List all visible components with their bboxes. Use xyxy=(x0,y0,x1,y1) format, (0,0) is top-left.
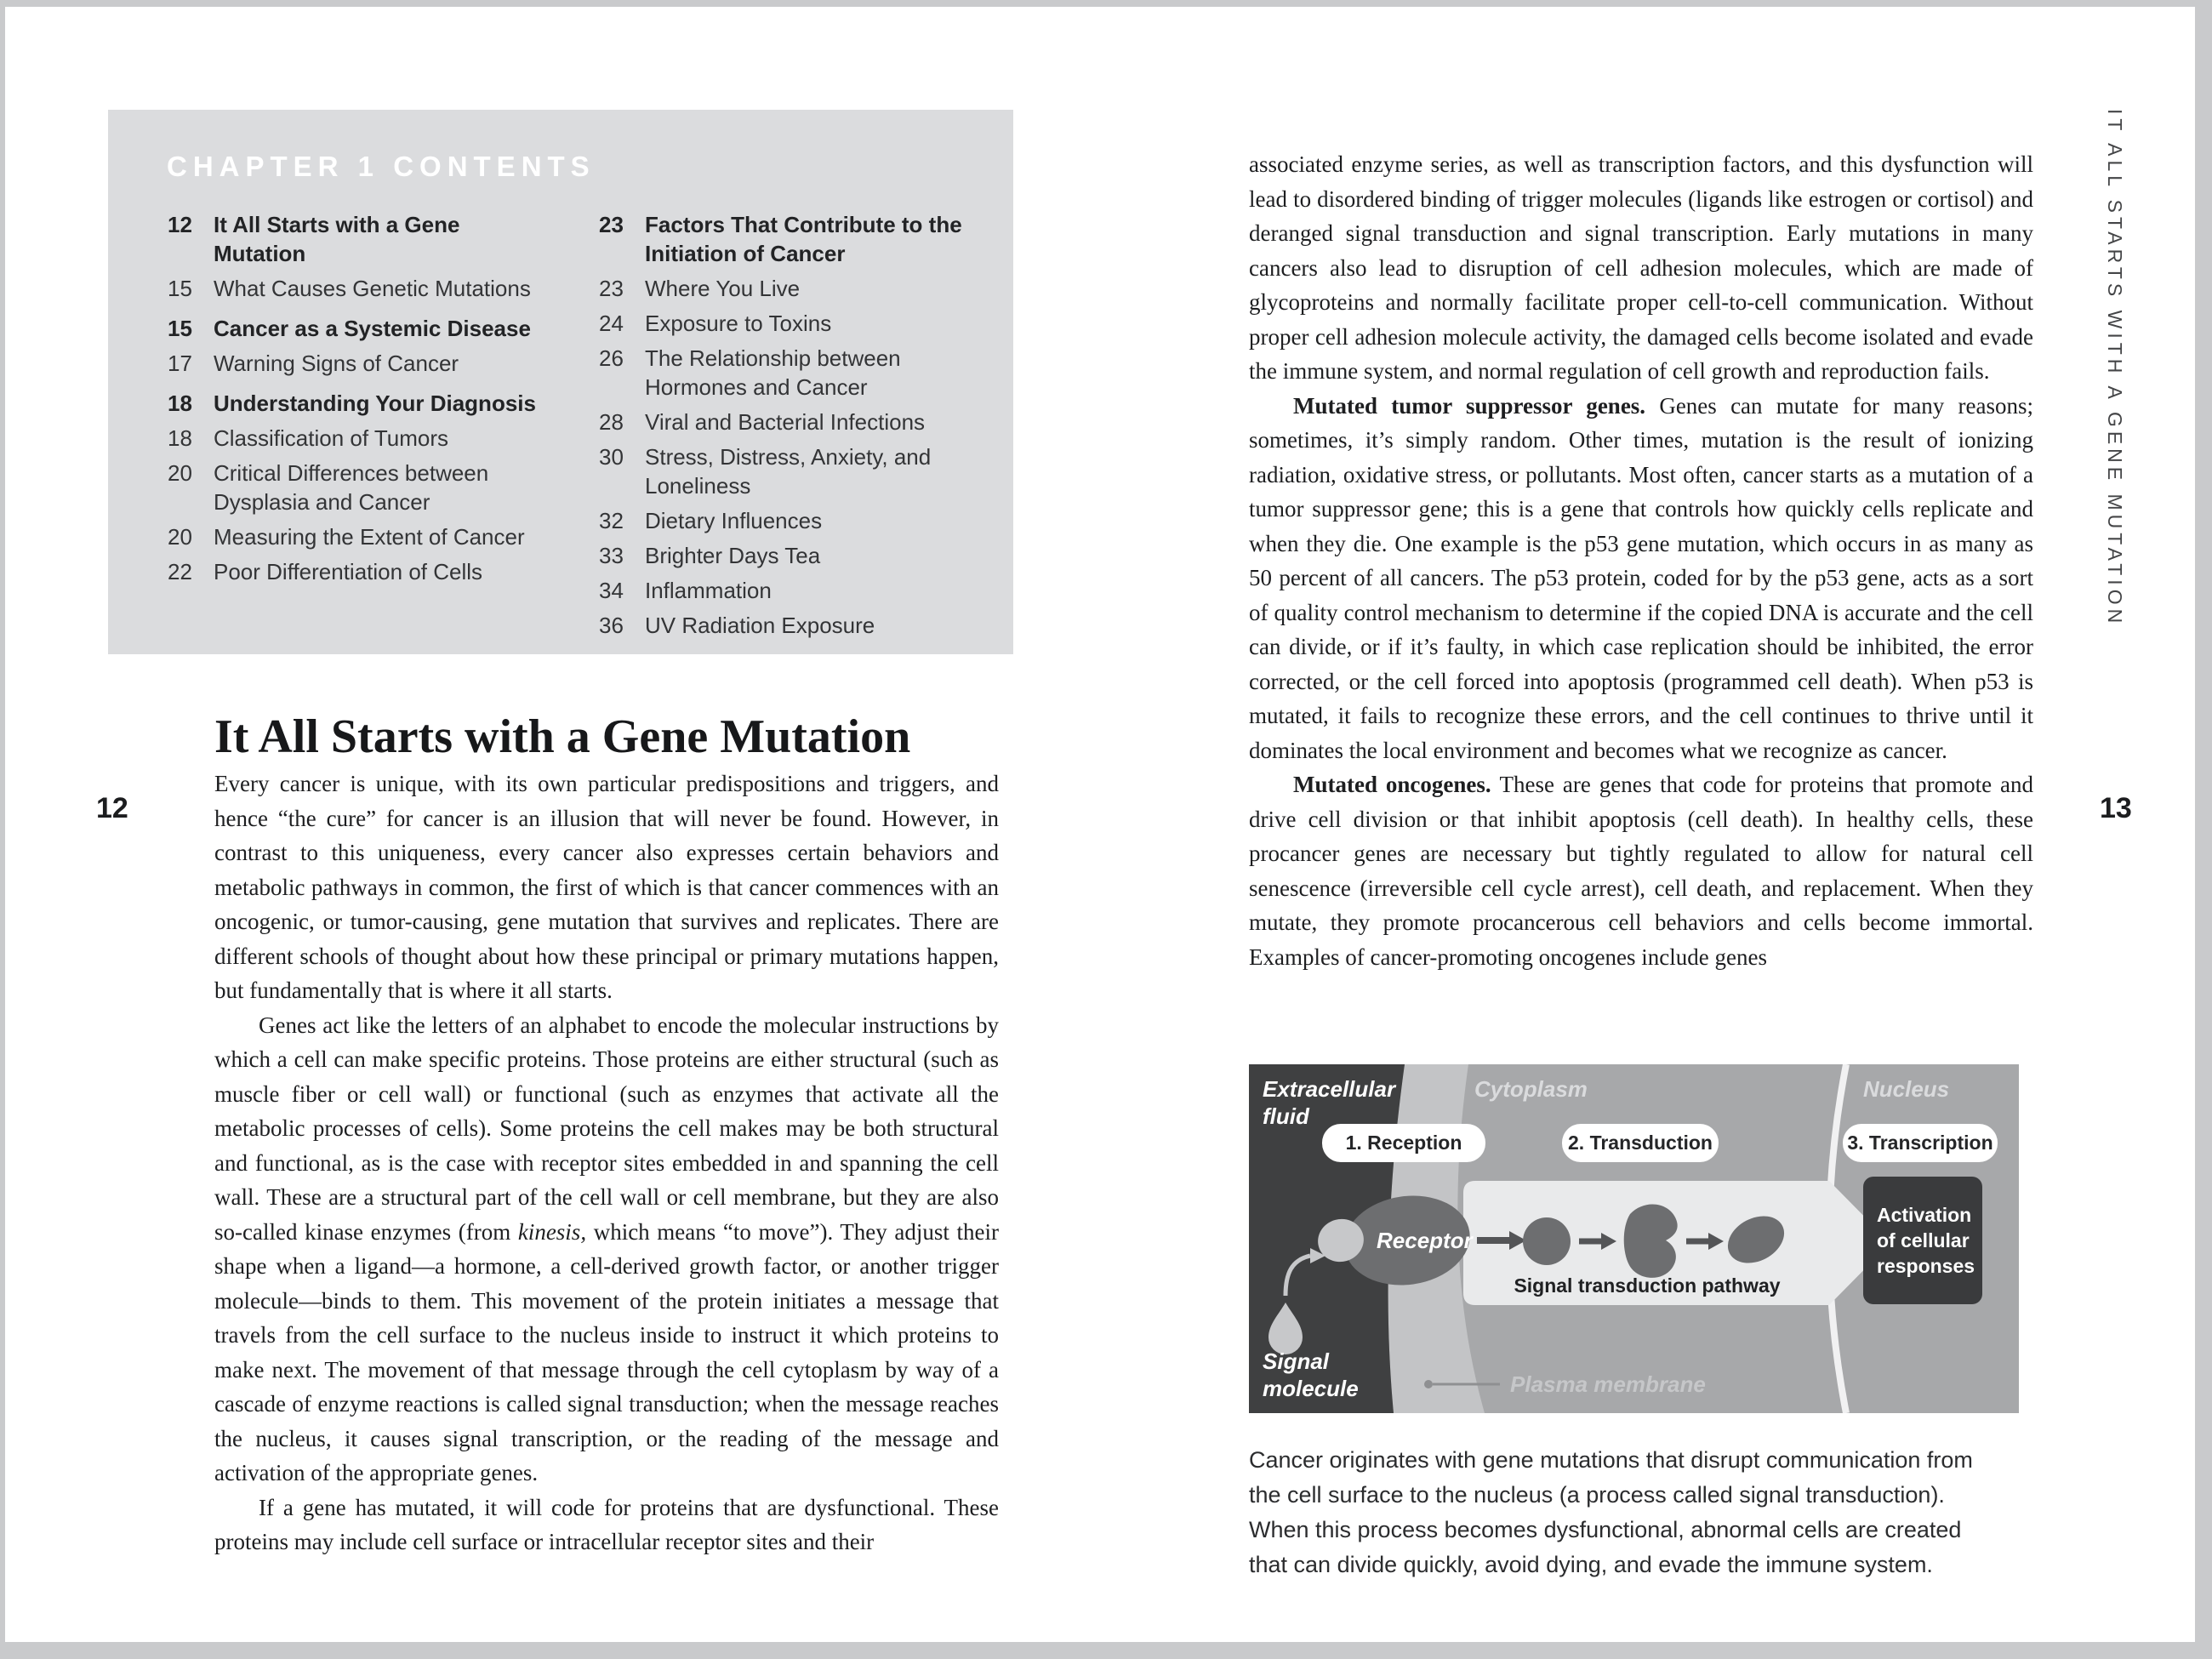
toc-entry-title: Dietary Influences xyxy=(645,508,823,533)
toc-page-number: 24 xyxy=(599,311,624,336)
toc-page-number: 32 xyxy=(599,508,624,533)
toc-entry xyxy=(599,442,999,500)
signal-transduction-diagram xyxy=(1249,1064,2019,1413)
toc-page-number: 18 xyxy=(168,425,192,451)
paragraph-lead-in: Mutated tumor suppressor genes. xyxy=(1293,392,1660,419)
receptor-label: Receptor xyxy=(1377,1228,1473,1253)
diagram-canvas xyxy=(1249,1064,2019,1413)
cytoplasm-label: Cytoplasm xyxy=(1474,1076,1588,1102)
toc-page-number: 20 xyxy=(168,460,192,486)
toc-entry xyxy=(168,389,559,418)
page-number-left: 12 xyxy=(96,792,128,824)
toc-entry-title: Poor Differentiation of Cells xyxy=(214,559,483,584)
toc-entry-title: What Causes Genetic Mutations xyxy=(214,276,531,301)
body-paragraph xyxy=(1249,767,2033,974)
toc-entry xyxy=(168,349,559,378)
toc-page-number: 28 xyxy=(599,409,624,435)
contents-column-1 xyxy=(168,210,559,592)
toc-entry-title: Measuring the Extent of Cancer xyxy=(214,524,525,550)
toc-entry xyxy=(168,274,559,303)
toc-page-number: 26 xyxy=(599,345,624,371)
body-paragraph xyxy=(1249,389,2033,768)
toc-page-number: 23 xyxy=(599,212,624,237)
toc-entry xyxy=(599,309,999,338)
paragraph-text: Genes can mutate for many reasons; sometimes, it’s simply random. Other times, mutation is the result of ionizing radiation, oxidative stress, or pollutants. Most often, cancer starts as a mutation of a tumor suppressor gene; this is a gene that controls how quickly cells replicate and when they die. One example is the p53 gene mutation, which occurs in as many as 50 percent of all cancers. The p53 protein, coded for by the p53 gene, acts as a sort of quality control mechanism to determine if the copied DNA is accurate and the cell can divide, or if it’s faulty, in which case replication should be inhibited, the error corrected, or the cell forced into apoptosis (programmed cell death). When p53 is mutated, it fails to recognize these errors, and the cell continues to thrive until it dominates the local environment and becomes what we recognize as cancer. xyxy=(1249,392,2034,763)
extracellular-label-line2: fluid xyxy=(1263,1103,1309,1129)
toc-entry xyxy=(599,408,999,436)
toc-entry xyxy=(599,611,999,640)
section-heading: It All Starts with a Gene Mutation xyxy=(214,710,911,763)
toc-entry-title: It All Starts with a Gene Mutation xyxy=(214,212,460,266)
activation-label-line3: responses xyxy=(1877,1255,1975,1277)
toc-page-number: 36 xyxy=(599,613,624,638)
toc-entry xyxy=(168,314,559,343)
contents-column-2 xyxy=(599,210,999,646)
toc-entry xyxy=(599,274,999,303)
toc-entry xyxy=(599,344,999,402)
toc-entry-title: Where You Live xyxy=(645,276,801,301)
reception-pill-label: 1. Reception xyxy=(1345,1132,1462,1154)
chapter-contents-box xyxy=(108,110,1013,654)
paragraph-text: Genes act like the letters of an alphabet to encode the molecular instructions by which a cell can make specific proteins. Those proteins are either structural (such as muscle fiber or cell wall) or functional (such as enzymes that activate all the metabolic processes of cells). Some proteins the cell makes may be both structural and functional, as is the case with receptor sites embedded in and spanning the cell wall. These are a structural part of the cell wall or cell membrane, but they are also so-called kinase enzymes (from xyxy=(214,1012,999,1245)
toc-page-number: 22 xyxy=(168,559,192,584)
toc-page-number: 20 xyxy=(168,524,192,550)
protein-blob-1 xyxy=(1523,1217,1571,1265)
plasma-membrane-label: Plasma membrane xyxy=(1510,1371,1706,1397)
contents-title: CHAPTER 1 CONTENTS xyxy=(167,151,596,182)
toc-entry-title: Exposure to Toxins xyxy=(645,311,832,336)
toc-entry xyxy=(599,506,999,535)
nucleus-label: Nucleus xyxy=(1863,1076,1950,1102)
toc-entry xyxy=(599,541,999,570)
extracellular-label-line1: Extracellular xyxy=(1263,1076,1396,1102)
toc-entry-title: Critical Differences between Dysplasia and Cancer xyxy=(214,460,489,515)
signal-molecule-label-line2: molecule xyxy=(1263,1376,1359,1401)
toc-page-number: 33 xyxy=(599,543,624,568)
toc-page-number: 30 xyxy=(599,444,624,470)
toc-entry-title: Cancer as a Systemic Disease xyxy=(214,316,531,341)
toc-entry-title: Viral and Bacterial Infections xyxy=(645,409,926,435)
toc-entry xyxy=(168,210,559,268)
page-spread xyxy=(5,7,2195,1642)
toc-page-number: 23 xyxy=(599,276,624,301)
signal-molecule-label-line1: Signal xyxy=(1263,1348,1330,1374)
toc-entry-title: Understanding Your Diagnosis xyxy=(214,391,536,416)
toc-entry xyxy=(168,424,559,453)
toc-entry xyxy=(168,459,559,516)
toc-entry-title: Inflammation xyxy=(645,578,772,603)
running-head: IT ALL STARTS WITH A GENE MUTATION xyxy=(2104,109,2126,628)
toc-page-number: 17 xyxy=(168,351,192,376)
toc-entry xyxy=(168,557,559,586)
toc-entry-title: The Relationship between Hormones and Cancer xyxy=(645,345,901,400)
paragraph-text: which means “to move”). They adjust their shape when a ligand—a hormone, a cell-derived growth factor, or another trigger molecule—binds to them. This movement of the protein initiates a message that travels from the cell surface to the nucleus inside to instruct it which proteins to make next. The movement of that message through the cell cytoplasm by way of a cascade of enzyme reactions is called signal transduction; when the message reaches the nucleus, it causes signal transcription, or the reading of the message and activation of the appropriate genes. xyxy=(214,1218,999,1485)
transduction-pill-label: 2. Transduction xyxy=(1568,1132,1713,1154)
toc-entry-title: Brighter Days Tea xyxy=(645,543,821,568)
toc-page-number: 15 xyxy=(168,276,192,301)
body-paragraph: associated enzyme series, as well as transcription factors, and this dysfunction will lead to disordered binding of trigger molecules (ligands like estrogen or cortisol) and deranged signal transduction and signal transcription. Early mutations in many cancers also lead to disruption of cell adhesion molecules, which are made of glycoproteins and normally facilitate proper cell-to-cell communication. Without proper cell adhesion molecule activity, the damaged cells become isolated and evade the immune system, and normal regulation of cell growth and reproduction fails. xyxy=(1249,151,2033,384)
toc-entry-title: Stress, Distress, Anxiety, and Loneliness xyxy=(645,444,932,499)
figure-caption: Cancer originates with gene mutations that disrupt communication from the cell surface to the nucleus (a process called signal transduction). When this process becomes dysfunctional, abnormal cells are created that can divide quickly, avoid dying, and evade the immune system. xyxy=(1249,1447,1973,1577)
transcription-pill-label: 3. Transcription xyxy=(1847,1132,1993,1154)
toc-page-number: 12 xyxy=(168,212,192,237)
italic-term: kinesis, xyxy=(517,1218,587,1245)
page-number-right: 13 xyxy=(2100,792,2132,824)
body-paragraph: If a gene has mutated, it will code for proteins that are dysfunctional. These proteins may include cell surface or intracellular receptor sites and their xyxy=(214,1494,999,1554)
toc-page-number: 15 xyxy=(168,316,192,341)
activation-label-line2: of cellular xyxy=(1877,1229,1970,1251)
body-paragraph xyxy=(214,1008,999,1491)
body-paragraph: Every cancer is unique, with its own particular predispositions and triggers, and hence “the cure” for cancer is an illusion that will never be found. However, in contrast to this uniqueness, every cancer also expresses certain behaviors and metabolic pathways in common, the first of which is that cancer commences with an oncogenic, or tumor-causing, gene mutation that survives and replicates. There are different schools of thought about how these principal or primary mutations happen, but fundamentally that is where it all starts. xyxy=(214,771,999,1003)
membrane-callout-dot xyxy=(1424,1380,1433,1388)
toc-entry-title: Classification of Tumors xyxy=(214,425,448,451)
left-page-body xyxy=(214,767,999,1559)
toc-page-number: 34 xyxy=(599,578,624,603)
activation-label-line1: Activation xyxy=(1877,1204,1972,1226)
toc-entry-title: UV Radiation Exposure xyxy=(645,613,875,638)
paragraph-lead-in: Mutated oncogenes. xyxy=(1293,772,1500,797)
toc-page-number: 18 xyxy=(168,391,192,416)
pathway-label: Signal transduction pathway xyxy=(1514,1274,1781,1297)
toc-entry-title: Factors That Contribute to the Initiation of Cancer xyxy=(645,212,962,266)
right-page-body xyxy=(1249,147,2033,974)
toc-entry xyxy=(599,210,999,268)
toc-entry-title: Warning Signs of Cancer xyxy=(214,351,459,376)
paragraph-text: These are genes that code for proteins that promote and drive cell division or that inhibit apoptosis (cell death). In healthy cells, these procancer genes are necessary but tightly regulated to allow for natural cell senescence (irreversible cell cycle arrest), cell death, and replacement. When they mutate, they promote procancerous cell behaviors and cells become immortal. Examples of cancer-promoting oncogenes include genes xyxy=(1249,772,2033,970)
toc-entry xyxy=(168,522,559,551)
toc-entry xyxy=(599,576,999,605)
